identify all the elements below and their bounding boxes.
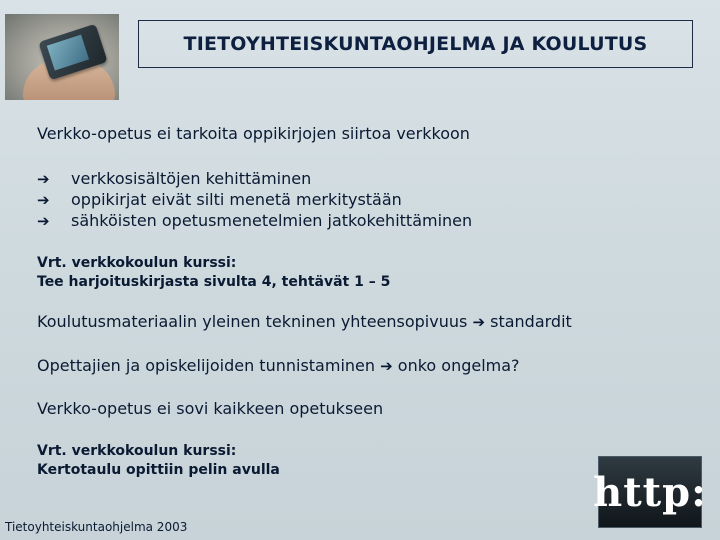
bullet-item <box>37 211 472 230</box>
note-block-1 <box>37 254 390 292</box>
bullet-text: verkkosisältöjen kehittäminen <box>71 169 312 188</box>
bullet-text: sähköisten opetusmenetelmien jatkokehittäminen <box>71 211 473 230</box>
bullet-item <box>37 169 311 188</box>
note-body: Tee harjoituskirjasta sivulta 4, tehtävät 1 – 5 <box>37 274 391 290</box>
point-text: Opettajien ja opiskelijoiden tunnistaminen <box>37 356 376 375</box>
bullet-item <box>37 190 402 209</box>
bullet-text: oppikirjat eivät silti menetä merkitystään <box>71 190 402 209</box>
point-not-suitable: Verkko-opetus ei sovi kaikkeen opetukseen <box>37 399 384 418</box>
arrow-icon: ➔ <box>472 313 486 331</box>
handheld-device-photo <box>5 14 119 100</box>
arrow-icon: ➔ <box>37 191 50 209</box>
intro-text: Verkko-opetus ei tarkoita oppikirjojen siirtoa verkkoon <box>37 124 470 143</box>
arrow-icon: ➔ <box>37 170 50 188</box>
pda-screen <box>47 35 89 71</box>
http-logo-text: http: <box>593 468 707 516</box>
note-heading: Vrt. verkkokoulun kurssi: <box>37 443 237 459</box>
http-logo-image <box>593 456 707 528</box>
page-title: TIETOYHTEISKUNTAOHJELMA JA KOULUTUS <box>183 33 648 55</box>
footer-text: Tietoyhteiskuntaohjelma 2003 <box>5 520 188 534</box>
point-result: onko ongelma? <box>397 356 520 375</box>
arrow-icon: ➔ <box>37 212 50 230</box>
title-box <box>138 20 693 68</box>
point-text: Koulutusmateriaalin yleinen tekninen yhteensopivuus <box>37 312 468 331</box>
point-result: standardit <box>490 312 572 331</box>
point-identification <box>37 356 520 375</box>
arrow-icon: ➔ <box>380 357 393 375</box>
note-heading: Vrt. verkkokoulun kurssi: <box>37 255 237 271</box>
note-body: Kertotaulu opittiin pelin avulla <box>37 462 280 478</box>
note-block-2 <box>37 442 280 480</box>
point-compatibility <box>37 312 572 331</box>
